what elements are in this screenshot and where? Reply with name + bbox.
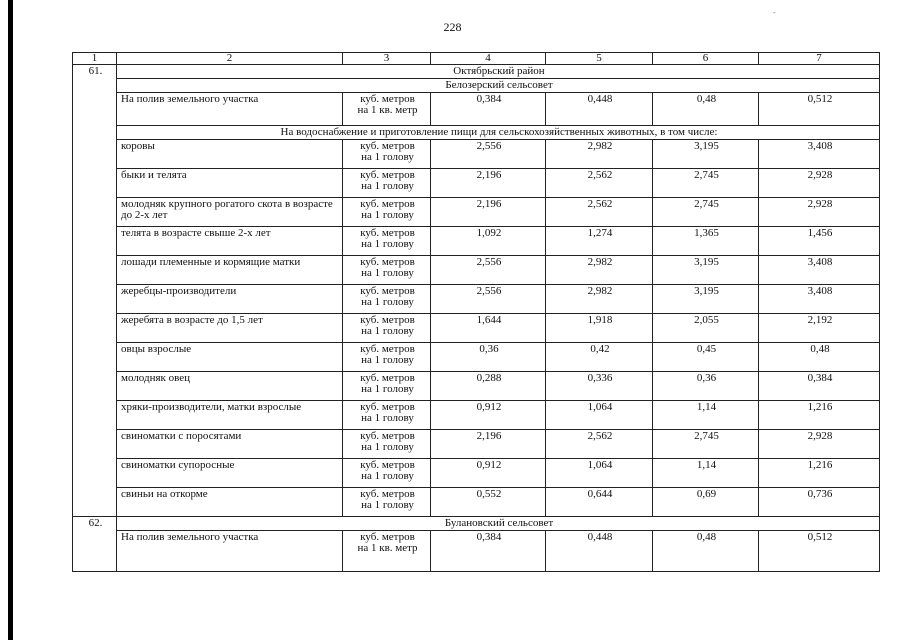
unit-cell bbox=[343, 430, 431, 459]
row-name: На полив земельного участка bbox=[117, 93, 343, 126]
row-name: молодняк овец bbox=[117, 372, 343, 401]
unit-cell bbox=[343, 459, 431, 488]
unit-line: куб. метров bbox=[360, 372, 415, 384]
value-cell: 0,336 bbox=[546, 372, 653, 401]
value-cell: 2,928 bbox=[759, 430, 880, 459]
unit-line: на 1 голову bbox=[361, 180, 414, 192]
value-cell: 0,448 bbox=[546, 93, 653, 126]
unit-cell bbox=[343, 531, 431, 572]
unit-line: куб. метров bbox=[360, 430, 415, 442]
row-name: быки и телята bbox=[117, 169, 343, 198]
value-cell: 0,552 bbox=[431, 488, 546, 517]
column-number: 4 bbox=[431, 53, 546, 65]
unit-cell bbox=[343, 169, 431, 198]
value-cell: 2,196 bbox=[431, 169, 546, 198]
unit-line: куб. метров bbox=[360, 227, 415, 239]
district-row bbox=[73, 65, 880, 79]
row-name: свиньи на откорме bbox=[117, 488, 343, 517]
unit-cell bbox=[343, 93, 431, 126]
column-number: 2 bbox=[117, 53, 343, 65]
table-row bbox=[73, 198, 880, 227]
unit-cell bbox=[343, 227, 431, 256]
value-cell: 1,064 bbox=[546, 401, 653, 430]
table-row bbox=[73, 227, 880, 256]
value-cell: 0,36 bbox=[653, 372, 759, 401]
value-cell: 3,195 bbox=[653, 140, 759, 169]
unit-line: куб. метров bbox=[360, 343, 415, 355]
scan-speck: - bbox=[773, 8, 776, 17]
value-cell: 0,912 bbox=[431, 401, 546, 430]
value-cell: 2,562 bbox=[546, 169, 653, 198]
unit-line: куб. метров bbox=[360, 169, 415, 181]
value-cell: 1,274 bbox=[546, 227, 653, 256]
unit-line: на 1 голову bbox=[361, 209, 414, 221]
table-row bbox=[73, 459, 880, 488]
value-cell: 0,512 bbox=[759, 531, 880, 572]
row-name: жеребята в возрасте до 1,5 лет bbox=[117, 314, 343, 343]
unit-line: куб. метров bbox=[360, 459, 415, 471]
row-name: овцы взрослые bbox=[117, 343, 343, 372]
value-cell: 2,928 bbox=[759, 198, 880, 227]
value-cell: 0,912 bbox=[431, 459, 546, 488]
value-cell: 2,562 bbox=[546, 430, 653, 459]
unit-line: на 1 голову bbox=[361, 441, 414, 453]
unit-cell bbox=[343, 401, 431, 430]
value-cell: 2,562 bbox=[546, 198, 653, 227]
unit-cell bbox=[343, 343, 431, 372]
subheader-text: На водоснабжение и приготовление пищи для сельскохозяйственных животных, в том числе: bbox=[117, 126, 880, 140]
value-cell: 3,408 bbox=[759, 256, 880, 285]
value-cell: 0,36 bbox=[431, 343, 546, 372]
value-cell: 3,195 bbox=[653, 285, 759, 314]
unit-line: на 1 голову bbox=[361, 383, 414, 395]
row-name: молодняк крупного рогатого скота в возрасте до 2-х лет bbox=[117, 198, 343, 227]
table-row bbox=[73, 256, 880, 285]
value-cell: 0,288 bbox=[431, 372, 546, 401]
value-cell: 3,195 bbox=[653, 256, 759, 285]
unit-cell bbox=[343, 256, 431, 285]
district-name: Октябрьский район bbox=[117, 65, 880, 79]
value-cell: 1,092 bbox=[431, 227, 546, 256]
unit-line: куб. метров bbox=[360, 314, 415, 326]
unit-line: на 1 голову bbox=[361, 470, 414, 482]
table-row bbox=[73, 169, 880, 198]
page-number: 228 bbox=[443, 20, 462, 34]
value-cell: 1,456 bbox=[759, 227, 880, 256]
unit-line: куб. метров bbox=[360, 93, 415, 105]
value-cell: 2,982 bbox=[546, 140, 653, 169]
row-name: коровы bbox=[117, 140, 343, 169]
row-name: свиноматки супоросные bbox=[117, 459, 343, 488]
unit-line: куб. метров bbox=[360, 140, 415, 152]
value-cell: 1,644 bbox=[431, 314, 546, 343]
table-row bbox=[73, 401, 880, 430]
value-cell: 2,556 bbox=[431, 285, 546, 314]
table-body bbox=[73, 53, 880, 572]
value-cell: 2,745 bbox=[653, 169, 759, 198]
unit-line: на 1 голову bbox=[361, 238, 414, 250]
row-name: телята в возрасте свыше 2-х лет bbox=[117, 227, 343, 256]
value-cell: 2,196 bbox=[431, 198, 546, 227]
unit-line: куб. метров bbox=[360, 198, 415, 210]
value-cell: 0,512 bbox=[759, 93, 880, 126]
table-row bbox=[73, 343, 880, 372]
value-cell: 0,69 bbox=[653, 488, 759, 517]
unit-cell bbox=[343, 488, 431, 517]
value-cell: 1,14 bbox=[653, 459, 759, 488]
value-cell: 1,14 bbox=[653, 401, 759, 430]
row-name: свиноматки с поросятами bbox=[117, 430, 343, 459]
value-cell: 0,42 bbox=[546, 343, 653, 372]
value-cell: 1,064 bbox=[546, 459, 653, 488]
value-cell: 0,384 bbox=[431, 93, 546, 126]
value-cell: 0,45 bbox=[653, 343, 759, 372]
value-cell: 1,918 bbox=[546, 314, 653, 343]
unit-line: на 1 голову bbox=[361, 325, 414, 337]
unit-cell bbox=[343, 140, 431, 169]
column-number-row bbox=[73, 53, 880, 65]
scan-edge-bar bbox=[8, 0, 13, 640]
council-name: Булановский сельсовет bbox=[117, 517, 880, 531]
unit-line: куб. метров bbox=[360, 401, 415, 413]
row-name: лошади племенные и кормящие матки bbox=[117, 256, 343, 285]
section-number: 62. bbox=[73, 517, 117, 572]
subheader-row bbox=[73, 126, 880, 140]
council-row bbox=[73, 79, 880, 93]
value-cell: 1,216 bbox=[759, 401, 880, 430]
norms-table bbox=[72, 52, 880, 572]
council-name: Белозерский сельсовет bbox=[117, 79, 880, 93]
table-row bbox=[73, 372, 880, 401]
unit-line: куб. метров bbox=[360, 285, 415, 297]
value-cell: 2,055 bbox=[653, 314, 759, 343]
value-cell: 2,196 bbox=[431, 430, 546, 459]
row-name: хряки-производители, матки взрослые bbox=[117, 401, 343, 430]
value-cell: 2,745 bbox=[653, 198, 759, 227]
value-cell: 3,408 bbox=[759, 285, 880, 314]
value-cell: 0,736 bbox=[759, 488, 880, 517]
column-number: 7 bbox=[759, 53, 880, 65]
value-cell: 0,384 bbox=[431, 531, 546, 572]
table-row bbox=[73, 531, 880, 572]
value-cell: 0,644 bbox=[546, 488, 653, 517]
unit-line: на 1 голову bbox=[361, 412, 414, 424]
table-row bbox=[73, 93, 880, 126]
section-number: 61. bbox=[73, 65, 117, 517]
unit-line: на 1 голову bbox=[361, 267, 414, 279]
unit-line: куб. метров bbox=[360, 531, 415, 543]
unit-cell bbox=[343, 372, 431, 401]
unit-line: на 1 кв. метр bbox=[357, 104, 418, 116]
value-cell: 2,192 bbox=[759, 314, 880, 343]
table-row bbox=[73, 285, 880, 314]
value-cell: 1,216 bbox=[759, 459, 880, 488]
unit-cell bbox=[343, 314, 431, 343]
unit-line: на 1 кв. метр bbox=[357, 542, 418, 554]
value-cell: 2,745 bbox=[653, 430, 759, 459]
value-cell: 0,384 bbox=[759, 372, 880, 401]
unit-line: на 1 голову bbox=[361, 296, 414, 308]
unit-line: куб. метров bbox=[360, 488, 415, 500]
value-cell: 0,48 bbox=[653, 531, 759, 572]
value-cell: 3,408 bbox=[759, 140, 880, 169]
value-cell: 2,556 bbox=[431, 256, 546, 285]
value-cell: 2,928 bbox=[759, 169, 880, 198]
unit-cell bbox=[343, 198, 431, 227]
unit-line: куб. метров bbox=[360, 256, 415, 268]
value-cell: 0,448 bbox=[546, 531, 653, 572]
unit-line: на 1 голову bbox=[361, 354, 414, 366]
table-row bbox=[73, 314, 880, 343]
value-cell: 0,48 bbox=[653, 93, 759, 126]
column-number: 3 bbox=[343, 53, 431, 65]
column-number: 6 bbox=[653, 53, 759, 65]
table-row bbox=[73, 488, 880, 517]
row-name: На полив земельного участка bbox=[117, 531, 343, 572]
value-cell: 2,556 bbox=[431, 140, 546, 169]
council-row bbox=[73, 517, 880, 531]
unit-line: на 1 голову bbox=[361, 151, 414, 163]
unit-line: на 1 голову bbox=[361, 499, 414, 511]
table-row bbox=[73, 140, 880, 169]
column-number: 1 bbox=[73, 53, 117, 65]
row-name: жеребцы-производители bbox=[117, 285, 343, 314]
value-cell: 2,982 bbox=[546, 285, 653, 314]
table-row bbox=[73, 430, 880, 459]
value-cell: 1,365 bbox=[653, 227, 759, 256]
value-cell: 2,982 bbox=[546, 256, 653, 285]
value-cell: 0,48 bbox=[759, 343, 880, 372]
unit-cell bbox=[343, 285, 431, 314]
column-number: 5 bbox=[546, 53, 653, 65]
